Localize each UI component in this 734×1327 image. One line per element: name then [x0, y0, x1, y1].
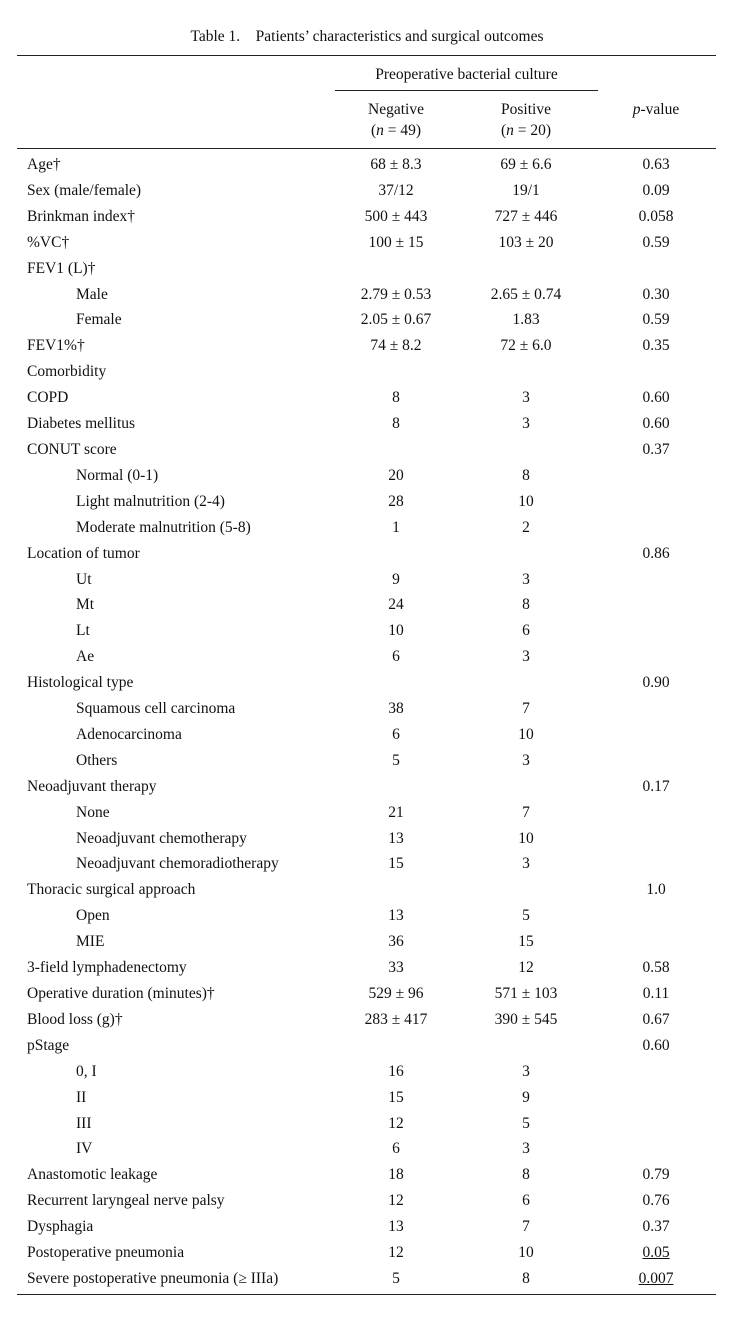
negative-value: 8 — [392, 415, 400, 433]
row-label: Adenocarcinoma — [76, 725, 182, 743]
positive-value: 6 — [522, 1192, 530, 1210]
row-label: %VC† — [27, 233, 70, 251]
p-value — [600, 307, 712, 333]
positive-value: 8 — [522, 596, 530, 614]
table-row — [0, 307, 734, 333]
p-value — [600, 385, 712, 411]
positive-value: 1.83 — [512, 311, 540, 329]
row-label: Dysphagia — [27, 1218, 94, 1236]
row-label: Normal (0-1) — [76, 466, 159, 484]
header-group-rule — [335, 90, 598, 91]
row-label: Others — [76, 751, 118, 769]
row-label: Neoadjuvant chemotherapy — [76, 829, 247, 847]
table-row — [0, 903, 734, 929]
positive-value: 6 — [522, 622, 530, 640]
p-value-text: 0.007 — [638, 1269, 674, 1287]
positive-value: 390 ± 545 — [494, 1010, 558, 1028]
p-value — [600, 437, 712, 463]
table-row — [0, 1188, 734, 1214]
p-value-text: 1.0 — [646, 881, 666, 899]
negative-value: 15 — [388, 1088, 404, 1106]
row-label: II — [76, 1088, 87, 1106]
table-row — [0, 774, 734, 800]
positive-value: 8 — [522, 1166, 530, 1184]
table-row — [0, 1136, 734, 1162]
top-rule — [17, 55, 716, 56]
p-value-text: 0.76 — [642, 1192, 670, 1210]
row-label: CONUT score — [27, 440, 117, 458]
negative-value: 12 — [388, 1114, 404, 1132]
table-row — [0, 618, 734, 644]
p-value-text: 0.60 — [642, 389, 670, 407]
header-pvalue: p-value — [632, 101, 680, 118]
row-label: Recurrent laryngeal nerve palsy — [27, 1192, 225, 1210]
negative-value: 12 — [388, 1244, 404, 1262]
positive-value: 7 — [522, 700, 530, 718]
header-negative — [330, 99, 462, 141]
row-label: Brinkman index† — [27, 207, 136, 225]
table-body — [0, 152, 734, 1292]
p-value — [600, 282, 712, 308]
positive-value: 3 — [522, 570, 530, 588]
header-negative-n: (n = 49) — [370, 122, 422, 139]
table-row — [0, 722, 734, 748]
p-value — [600, 670, 712, 696]
row-label: Blood loss (g)† — [27, 1010, 123, 1028]
p-value — [600, 1266, 712, 1292]
negative-value: 12 — [388, 1192, 404, 1210]
negative-value: 13 — [388, 829, 404, 847]
table-row — [0, 567, 734, 593]
negative-value: 18 — [388, 1166, 404, 1184]
row-label: Comorbidity — [27, 363, 107, 381]
negative-value: 1 — [392, 518, 400, 536]
p-value — [600, 230, 712, 256]
negative-value: 5 — [392, 751, 400, 769]
table-row — [0, 230, 734, 256]
row-label: Postoperative pneumonia — [27, 1244, 185, 1262]
positive-value: 7 — [522, 803, 530, 821]
negative-value: 6 — [392, 1140, 400, 1158]
header-positive-n: (n = 20) — [500, 122, 552, 139]
p-value-text: 0.79 — [642, 1166, 670, 1184]
p-value-text: 0.05 — [642, 1244, 670, 1262]
p-value — [600, 981, 712, 1007]
table-caption: Table 1. Patients’ characteristics and surgical outcomes — [190, 28, 544, 45]
negative-value: 100 ± 15 — [368, 233, 424, 251]
negative-value: 37/12 — [378, 181, 414, 199]
p-value — [600, 152, 712, 178]
p-value — [600, 1240, 712, 1266]
row-label: Neoadjuvant chemoradiotherapy — [76, 855, 279, 873]
p-value-text: 0.37 — [642, 440, 670, 458]
table-row — [0, 748, 734, 774]
negative-value: 2.79 ± 0.53 — [360, 285, 432, 303]
table-row — [0, 515, 734, 541]
row-label: Anastomotic leakage — [27, 1166, 158, 1184]
negative-value: 6 — [392, 648, 400, 666]
table-row — [0, 877, 734, 903]
row-label: Light malnutrition (2-4) — [76, 492, 225, 510]
p-value — [600, 178, 712, 204]
header-group-label: Preoperative bacterial culture — [375, 66, 558, 83]
table-row — [0, 385, 734, 411]
table-row — [0, 333, 734, 359]
row-label: Severe postoperative pneumonia (≥ IIIa) — [27, 1269, 279, 1287]
p-value-text: 0.60 — [642, 1036, 670, 1054]
positive-value: 15 — [518, 933, 534, 951]
positive-value: 10 — [518, 725, 534, 743]
negative-value: 13 — [388, 907, 404, 925]
table-row — [0, 670, 734, 696]
p-value-text: 0.59 — [642, 233, 670, 251]
row-label: Thoracic surgical approach — [27, 881, 196, 899]
table-row — [0, 1266, 734, 1292]
negative-value: 10 — [388, 622, 404, 640]
table-row — [0, 437, 734, 463]
p-value — [600, 204, 712, 230]
negative-value: 283 ± 417 — [364, 1010, 428, 1028]
table-row — [0, 929, 734, 955]
table-row — [0, 1085, 734, 1111]
row-label: MIE — [76, 933, 105, 951]
table-row — [0, 1162, 734, 1188]
row-label: Mt — [76, 596, 95, 614]
row-label: Diabetes mellitus — [27, 415, 136, 433]
table-row — [0, 489, 734, 515]
p-value — [600, 774, 712, 800]
p-value-text: 0.30 — [642, 285, 670, 303]
negative-value: 21 — [388, 803, 404, 821]
row-label: None — [76, 803, 110, 821]
p-value-text: 0.058 — [638, 207, 674, 225]
negative-value: 20 — [388, 466, 404, 484]
positive-value: 3 — [522, 415, 530, 433]
table-row — [0, 800, 734, 826]
positive-value: 72 ± 6.0 — [500, 337, 552, 355]
positive-value: 3 — [522, 751, 530, 769]
row-label: Age† — [27, 156, 61, 173]
p-value — [600, 1214, 712, 1240]
positive-value: 5 — [522, 907, 530, 925]
table-row — [0, 178, 734, 204]
positive-value: 10 — [518, 829, 534, 847]
negative-value: 38 — [388, 700, 404, 718]
header-bottom-rule — [17, 148, 716, 149]
negative-value: 8 — [392, 389, 400, 407]
table-row — [0, 955, 734, 981]
p-value-text: 0.67 — [642, 1010, 670, 1028]
positive-value: 10 — [518, 1244, 534, 1262]
row-label: Moderate malnutrition (5-8) — [76, 518, 251, 536]
positive-value: 727 ± 446 — [494, 207, 558, 225]
positive-value: 571 ± 103 — [494, 985, 558, 1002]
row-label: Squamous cell carcinoma — [76, 700, 236, 718]
table-row — [0, 541, 734, 567]
positive-value: 69 ± 6.6 — [500, 156, 552, 173]
p-value-text: 0.58 — [642, 959, 670, 977]
p-value — [600, 877, 712, 903]
p-value — [600, 1162, 712, 1188]
p-value-text: 0.59 — [642, 311, 670, 329]
positive-value: 10 — [518, 492, 534, 510]
row-label: Ae — [76, 648, 95, 666]
negative-value: 28 — [388, 492, 404, 510]
negative-value: 5 — [392, 1269, 400, 1287]
positive-value: 2 — [522, 518, 530, 536]
negative-value: 9 — [392, 570, 400, 588]
p-value — [600, 541, 712, 567]
positive-value: 3 — [522, 389, 530, 407]
negative-value: 16 — [388, 1062, 404, 1080]
table-row — [0, 204, 734, 230]
negative-value: 15 — [388, 855, 404, 873]
header-negative-title: Negative — [368, 101, 424, 118]
row-label: Neoadjuvant therapy — [27, 777, 157, 795]
row-label: Open — [76, 907, 110, 925]
p-value — [600, 411, 712, 437]
table-row — [0, 256, 734, 282]
negative-value: 74 ± 8.2 — [370, 337, 422, 355]
row-label: Female — [76, 311, 122, 329]
table-row — [0, 592, 734, 618]
row-label: FEV1%† — [27, 337, 85, 355]
positive-value: 3 — [522, 1062, 530, 1080]
p-value — [600, 1188, 712, 1214]
table-row — [0, 411, 734, 437]
row-label: IV — [76, 1140, 93, 1158]
row-label: pStage — [27, 1036, 70, 1054]
positive-value: 3 — [522, 648, 530, 666]
negative-value: 24 — [388, 596, 404, 614]
p-value-text: 0.11 — [642, 985, 670, 1002]
row-label: 0, I — [76, 1062, 97, 1080]
positive-value: 3 — [522, 1140, 530, 1158]
negative-value: 36 — [388, 933, 404, 951]
table-row — [0, 644, 734, 670]
table-row — [0, 1059, 734, 1085]
table-row — [0, 1240, 734, 1266]
row-label: Sex (male/female) — [27, 181, 142, 199]
table-row — [0, 463, 734, 489]
positive-value: 7 — [522, 1218, 530, 1236]
table-row — [0, 1033, 734, 1059]
table-row — [0, 851, 734, 877]
positive-value: 19/1 — [512, 181, 540, 199]
p-value-text: 0.35 — [642, 337, 670, 355]
p-value — [600, 955, 712, 981]
row-label: FEV1 (L)† — [27, 259, 96, 277]
table-row — [0, 1007, 734, 1033]
header-positive-title: Positive — [501, 101, 551, 118]
negative-value: 33 — [388, 959, 404, 977]
p-value — [600, 1007, 712, 1033]
positive-value: 8 — [522, 466, 530, 484]
negative-value: 529 ± 96 — [368, 985, 424, 1002]
p-value-text: 0.37 — [642, 1218, 670, 1236]
p-value-text: 0.60 — [642, 415, 670, 433]
p-value-text: 0.86 — [642, 544, 670, 562]
row-label: Location of tumor — [27, 544, 140, 562]
negative-value: 500 ± 443 — [364, 207, 428, 225]
negative-value: 6 — [392, 725, 400, 743]
table-row — [0, 696, 734, 722]
positive-value: 8 — [522, 1269, 530, 1287]
row-label: Lt — [76, 622, 90, 640]
header-positive — [462, 99, 590, 141]
p-value-text: 0.90 — [642, 674, 670, 692]
table-row — [0, 1214, 734, 1240]
p-value-text: 0.63 — [642, 156, 670, 173]
positive-value: 12 — [518, 959, 534, 977]
row-label: Operative duration (minutes)† — [27, 985, 215, 1002]
p-value-text: 0.17 — [642, 777, 670, 795]
negative-value: 13 — [388, 1218, 404, 1236]
negative-value: 2.05 ± 0.67 — [360, 311, 432, 329]
table-row — [0, 826, 734, 852]
table-row — [0, 1111, 734, 1137]
row-label: Histological type — [27, 674, 134, 692]
row-label: 3-field lymphadenectomy — [27, 959, 187, 977]
row-label: COPD — [27, 389, 69, 407]
p-value — [600, 1033, 712, 1059]
row-label: Male — [76, 285, 108, 303]
positive-value: 9 — [522, 1088, 530, 1106]
positive-value: 2.65 ± 0.74 — [490, 285, 562, 303]
bottom-rule — [17, 1294, 716, 1295]
positive-value: 5 — [522, 1114, 530, 1132]
table-row — [0, 359, 734, 385]
table-row — [0, 282, 734, 308]
p-value — [600, 333, 712, 359]
positive-value: 3 — [522, 855, 530, 873]
row-label: Ut — [76, 570, 92, 588]
positive-value: 103 ± 20 — [498, 233, 554, 251]
p-value-text: 0.09 — [642, 181, 670, 199]
table-row — [0, 152, 734, 178]
row-label: III — [76, 1114, 92, 1132]
negative-value: 68 ± 8.3 — [370, 156, 422, 173]
table-row — [0, 981, 734, 1007]
